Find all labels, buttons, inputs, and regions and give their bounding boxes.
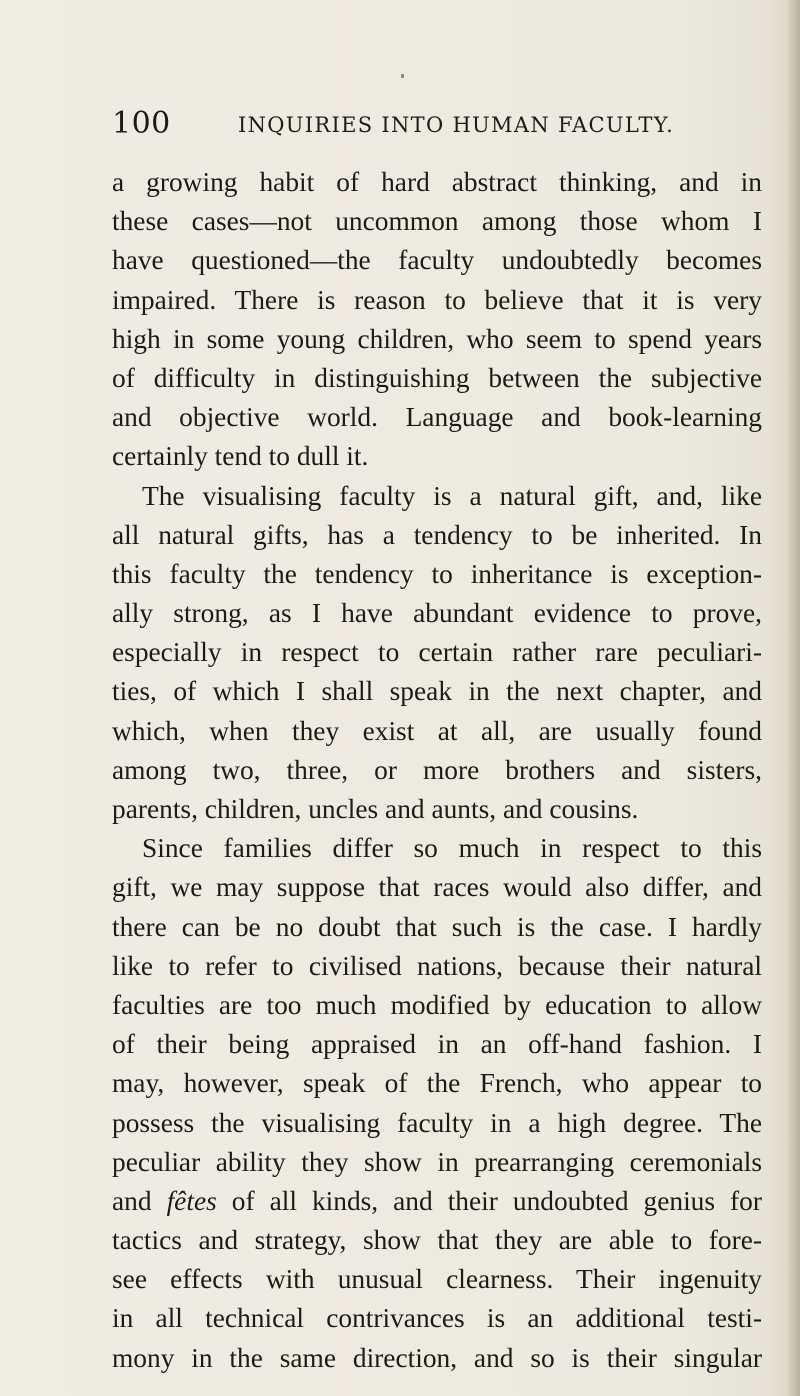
text-line: which, when they exist at all, are usually found: [112, 715, 762, 746]
text-line: of their being appraised in an off-hand fashion. I: [112, 1029, 762, 1060]
text-line: tactics and strategy, show that they are able to fore-: [112, 1225, 762, 1256]
text-line: peculiar ability they show in prearranging ceremonials: [112, 1146, 762, 1177]
text-line: certainly tend to dull it.: [112, 441, 369, 472]
text-line: this faculty the tendency to inheritance is exception-: [112, 558, 762, 589]
text-line: there can be no doubt that such is the case. I hardly: [112, 911, 762, 942]
text-line: in all technical contrivances is an additional testi-: [112, 1303, 762, 1334]
italic-word: fêtes: [166, 1185, 217, 1216]
running-title: INQUIRIES INTO HUMAN FACULTY.: [238, 113, 675, 137]
text-line: ties, of which I shall speak in the next chapter, and: [112, 676, 762, 707]
text-line: The visualising faculty is a natural gift, and, like: [142, 480, 762, 511]
text-line: all natural gifts, has a tendency to be inherited. In: [112, 519, 762, 550]
text-line: these cases—not uncommon among those whom I: [112, 206, 762, 237]
text-fragment: and: [112, 1185, 152, 1216]
ink-speck: [401, 74, 404, 78]
text-line: high in some young children, who seem to spend years: [112, 323, 762, 354]
body-text: [112, 163, 762, 1378]
text-line: see effects with unusual clearness. Their ingenuity: [112, 1264, 762, 1295]
running-head: [112, 106, 752, 146]
text-line: faculties are too much modified by education to allow: [112, 989, 762, 1020]
text-fragment: of all kinds, and their undoubted genius for: [231, 1185, 762, 1216]
text-line: possess the visualising faculty in a high degree. The: [112, 1107, 762, 1138]
page-edge-shadow: [786, 0, 800, 1396]
text-line: gift, we may suppose that races would also differ, and: [112, 872, 762, 903]
text-line: mony in the same direction, and so is their singular: [112, 1342, 762, 1373]
text-line: of difficulty in distinguishing between the subjective: [112, 362, 762, 393]
text-line: and objective world. Language and book-learning: [112, 402, 762, 433]
text-line: impaired. There is reason to believe that it is very: [112, 284, 762, 315]
text-line: like to refer to civilised nations, because their natural: [112, 950, 762, 981]
text-line: have questioned—the faculty undoubtedly becomes: [112, 245, 762, 276]
text-line: ally strong, as I have abundant evidence to prove,: [112, 598, 762, 629]
text-line: may, however, speak of the French, who appear to: [112, 1068, 762, 1099]
page-number: 100: [112, 106, 171, 141]
text-line-with-italic: [112, 1182, 762, 1221]
text-line: among two, three, or more brothers and sisters,: [112, 754, 762, 785]
text-line: a growing habit of hard abstract thinking, and in: [112, 167, 762, 197]
text-line: especially in respect to certain rather rare peculiari-: [112, 637, 762, 668]
text-line: Since families differ so much in respect to this: [142, 833, 762, 864]
text-line: parents, children, uncles and aunts, and cousins.: [112, 794, 639, 824]
